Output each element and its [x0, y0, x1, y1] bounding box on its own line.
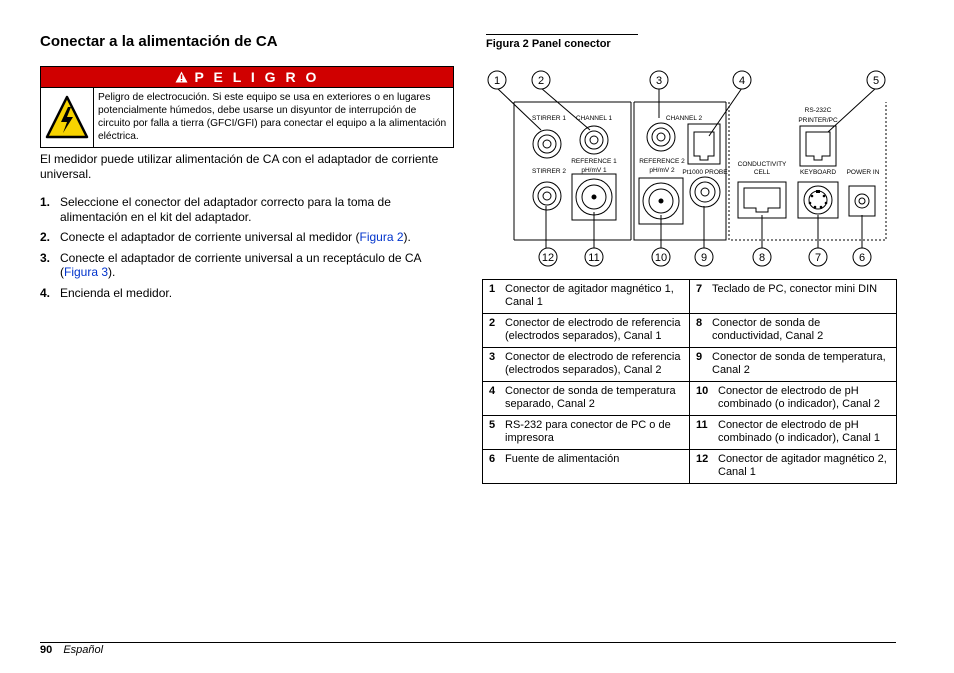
label-rs232: RS-232C [804, 107, 832, 114]
table-row: 4 Conector de sonda de temperatura separado, Canal 2 10 Conector de electrodo de pH combinado (o indicador), Canal 2 [483, 382, 897, 416]
footer-language: Español [63, 644, 104, 656]
figure-3-link[interactable]: Figura 3 [64, 265, 109, 279]
label-phmv1: pH/mV 1 [581, 167, 607, 174]
callout-1: 1 [493, 75, 501, 87]
callout-3: 3 [655, 75, 663, 87]
label-stirrer2: STIRRER 2 [532, 168, 566, 175]
connector-panel-diagram [486, 60, 896, 272]
steps-list [40, 195, 450, 306]
label-reference2: REFERENCE 2 [639, 158, 685, 165]
danger-header [41, 67, 453, 88]
table-row: 5 RS-232 para conector de PC o de impresora 11 Conector de electrodo de pH combinado (o indicador), Canal 1 [483, 416, 897, 450]
electric-shock-icon [41, 87, 93, 147]
table-row: 1 Conector de agitador magnético 1, Canal 1 7 Teclado de PC, conector mini DIN [483, 280, 897, 314]
label-keyboard: KEYBOARD [799, 169, 837, 176]
callout-12: 12 [541, 252, 555, 264]
step-item: 3. Conecte el adaptador de corriente universal a un receptáculo de CA (Figura 3). [40, 250, 421, 279]
table-row: 6 Fuente de alimentación 12 Conector de agitador magnético 2, Canal 1 [483, 450, 897, 484]
label-printer: PRINTER/PC [798, 117, 838, 124]
label-cell: CELL [753, 169, 771, 176]
label-conductivity: CONDUCTIVITY [737, 161, 787, 168]
callout-8: 8 [758, 252, 766, 264]
label-phmv2: pH/mV 2 [649, 167, 675, 174]
warning-icon [175, 71, 188, 83]
label-reference1: REFERENCE 1 [571, 158, 617, 165]
table-row: 2 Conector de electrodo de referencia (electrodos separados), Canal 1 8 Conector de sonda de conductividad, Canal 2 [483, 314, 897, 348]
intro-paragraph: El medidor puede utilizar alimentación de CA con el adaptador de corriente universal. [40, 152, 439, 181]
danger-text: Peligro de electrocución. Si este equipo se usa en exteriores o en lugares potencialmente húmedos, debe usarse un disyuntor de interrupción de circuito por falla a tierra (GFCI/GFI) para conectar el equipo a la alimentación eléctrica. [98, 92, 447, 142]
danger-notice [40, 66, 454, 148]
figure-2-link[interactable]: Figura 2 [359, 230, 404, 244]
callout-7: 7 [814, 252, 822, 264]
label-pt1000: Pt1000 PROBE [682, 169, 728, 176]
label-channel2: CHANNEL 2 [665, 115, 703, 122]
label-stirrer1: STIRRER 1 [532, 115, 566, 122]
footer-divider [40, 642, 896, 643]
label-power: POWER IN [846, 169, 880, 176]
table-row: 3 Conector de electrodo de referencia (electrodos separados), Canal 2 9 Conector de sonda de temperatura, Canal 2 [483, 348, 897, 382]
page-footer [40, 644, 103, 656]
callout-9: 9 [700, 252, 708, 264]
legend-table [482, 279, 897, 484]
label-channel1: CHANNEL 1 [575, 115, 613, 122]
figure-title: Figura 2 Panel conector [486, 34, 638, 50]
step-item: 2. Conecte el adaptador de corriente universal al medidor (Figura 2). [40, 230, 411, 244]
callout-11: 11 [588, 252, 600, 264]
callout-5: 5 [872, 75, 880, 87]
callout-10: 10 [654, 252, 668, 264]
section-title: Conectar a la alimentación de CA [40, 33, 278, 50]
callout-4: 4 [738, 75, 746, 87]
danger-label: P E L I G R O [194, 69, 320, 85]
callout-2: 2 [537, 75, 545, 87]
page-number: 90 [40, 644, 53, 656]
step-item: 1. Seleccione el conector del adaptador correcto para la toma de alimentación en el kit del adaptador. [40, 195, 391, 224]
step-item: 4. Encienda el medidor. [40, 285, 173, 300]
callout-6: 6 [858, 252, 866, 264]
